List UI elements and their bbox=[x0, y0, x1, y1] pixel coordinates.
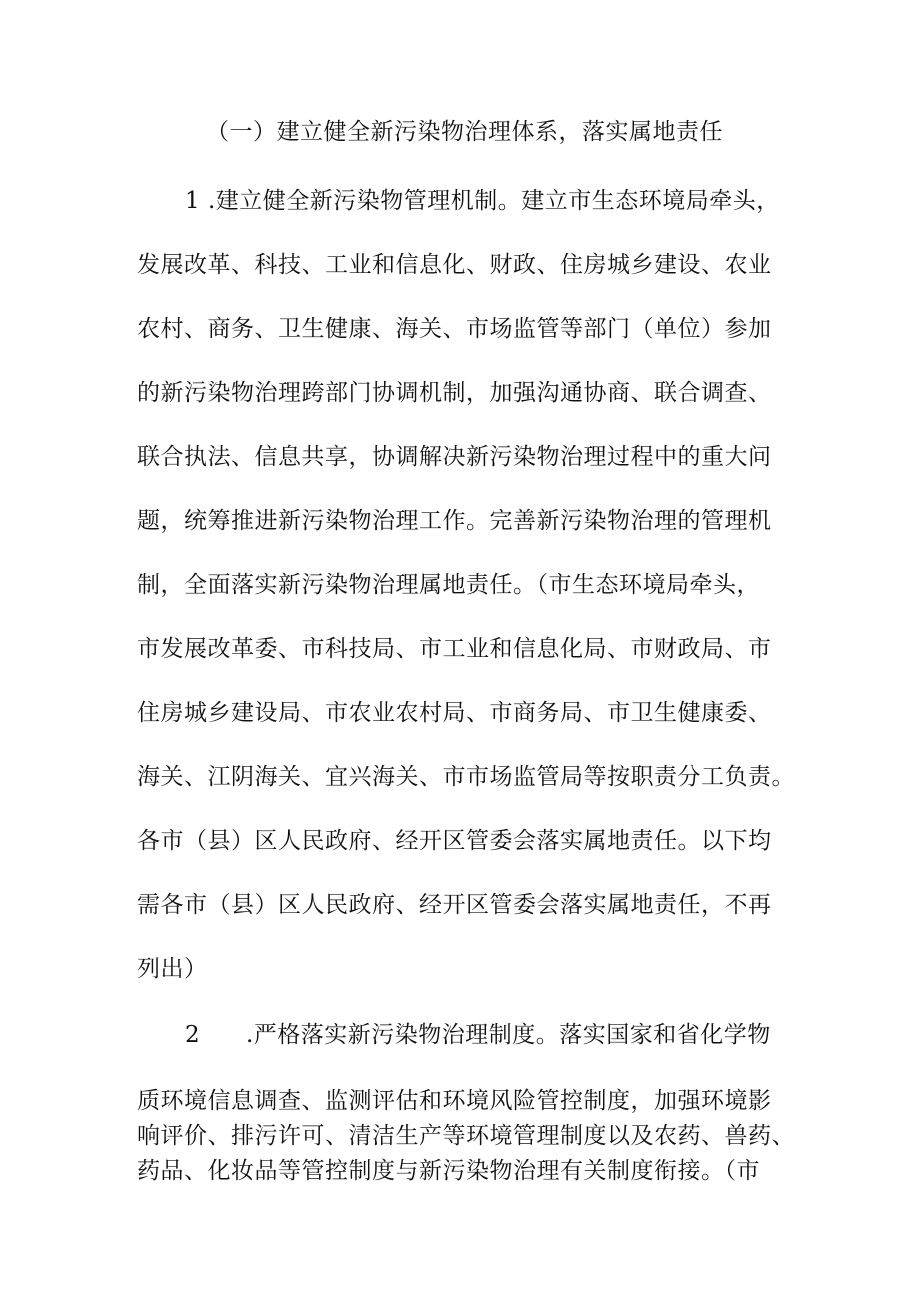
paragraph-2-line: 质环境信息调查、监测评估和环境风险管控制度，加强环境影 bbox=[137, 1088, 772, 1114]
paragraph-1-line: 发展改革、科技、工业和信息化、财政、住房城乡建设、农业 bbox=[137, 252, 772, 278]
paragraph-1-line: 市发展改革委、市科技局、市工业和信息化局、市财政局、市 bbox=[137, 636, 772, 662]
paragraph-1-line: 联合执法、信息共享，协调解决新污染物治理过程中的重大问 bbox=[137, 444, 772, 470]
paragraph-1-line: 住房城乡建设局、市农业农村局、市商务局、市卫生健康委、 bbox=[137, 700, 772, 726]
paragraph-1-line: 的新污染物治理跨部门协调机制，加强沟通协商、联合调查、 bbox=[137, 380, 772, 406]
paragraph-1-line: 各市（县）区人民政府、经开区管委会落实属地责任。以下均 bbox=[137, 828, 772, 854]
paragraph-1-line: 农村、商务、卫生健康、海关、市场监管等部门（单位）参加 bbox=[137, 316, 772, 342]
paragraph-1-line: 题，统筹推进新污染物治理工作。完善新污染物治理的管理机 bbox=[137, 508, 772, 534]
paragraph-1-line: 需各市（县）区人民政府、经开区管委会落实属地责任，不再 bbox=[137, 892, 772, 918]
paragraph-1-line: 制，全面落实新污染物治理属地责任。（市生态环境局牵头， bbox=[137, 572, 760, 598]
paragraph-2-line: 响评价、排污许可、清洁生产等环境管理制度以及农药、兽药、 bbox=[137, 1123, 795, 1149]
paragraph-2-line: 药品、化妆品等管控制度与新污染物治理有关制度衔接。（市 bbox=[137, 1158, 760, 1184]
section-heading: （一）建立健全新污染物治理体系，落实属地责任 bbox=[206, 119, 723, 145]
paragraph-2-number: 2 bbox=[185, 1022, 201, 1048]
paragraph-1-line: 1 .建立健全新污染物管理机制。建立市生态环境局牵头， bbox=[185, 188, 780, 214]
paragraph-1-line: 列出） bbox=[137, 956, 208, 982]
paragraph-2-line: .严格落实新污染物治理制度。落实国家和省化学物 bbox=[246, 1022, 771, 1048]
paragraph-1-line: 海关、江阴海关、宜兴海关、市市场监管局等按职责分工负责。 bbox=[137, 764, 795, 790]
